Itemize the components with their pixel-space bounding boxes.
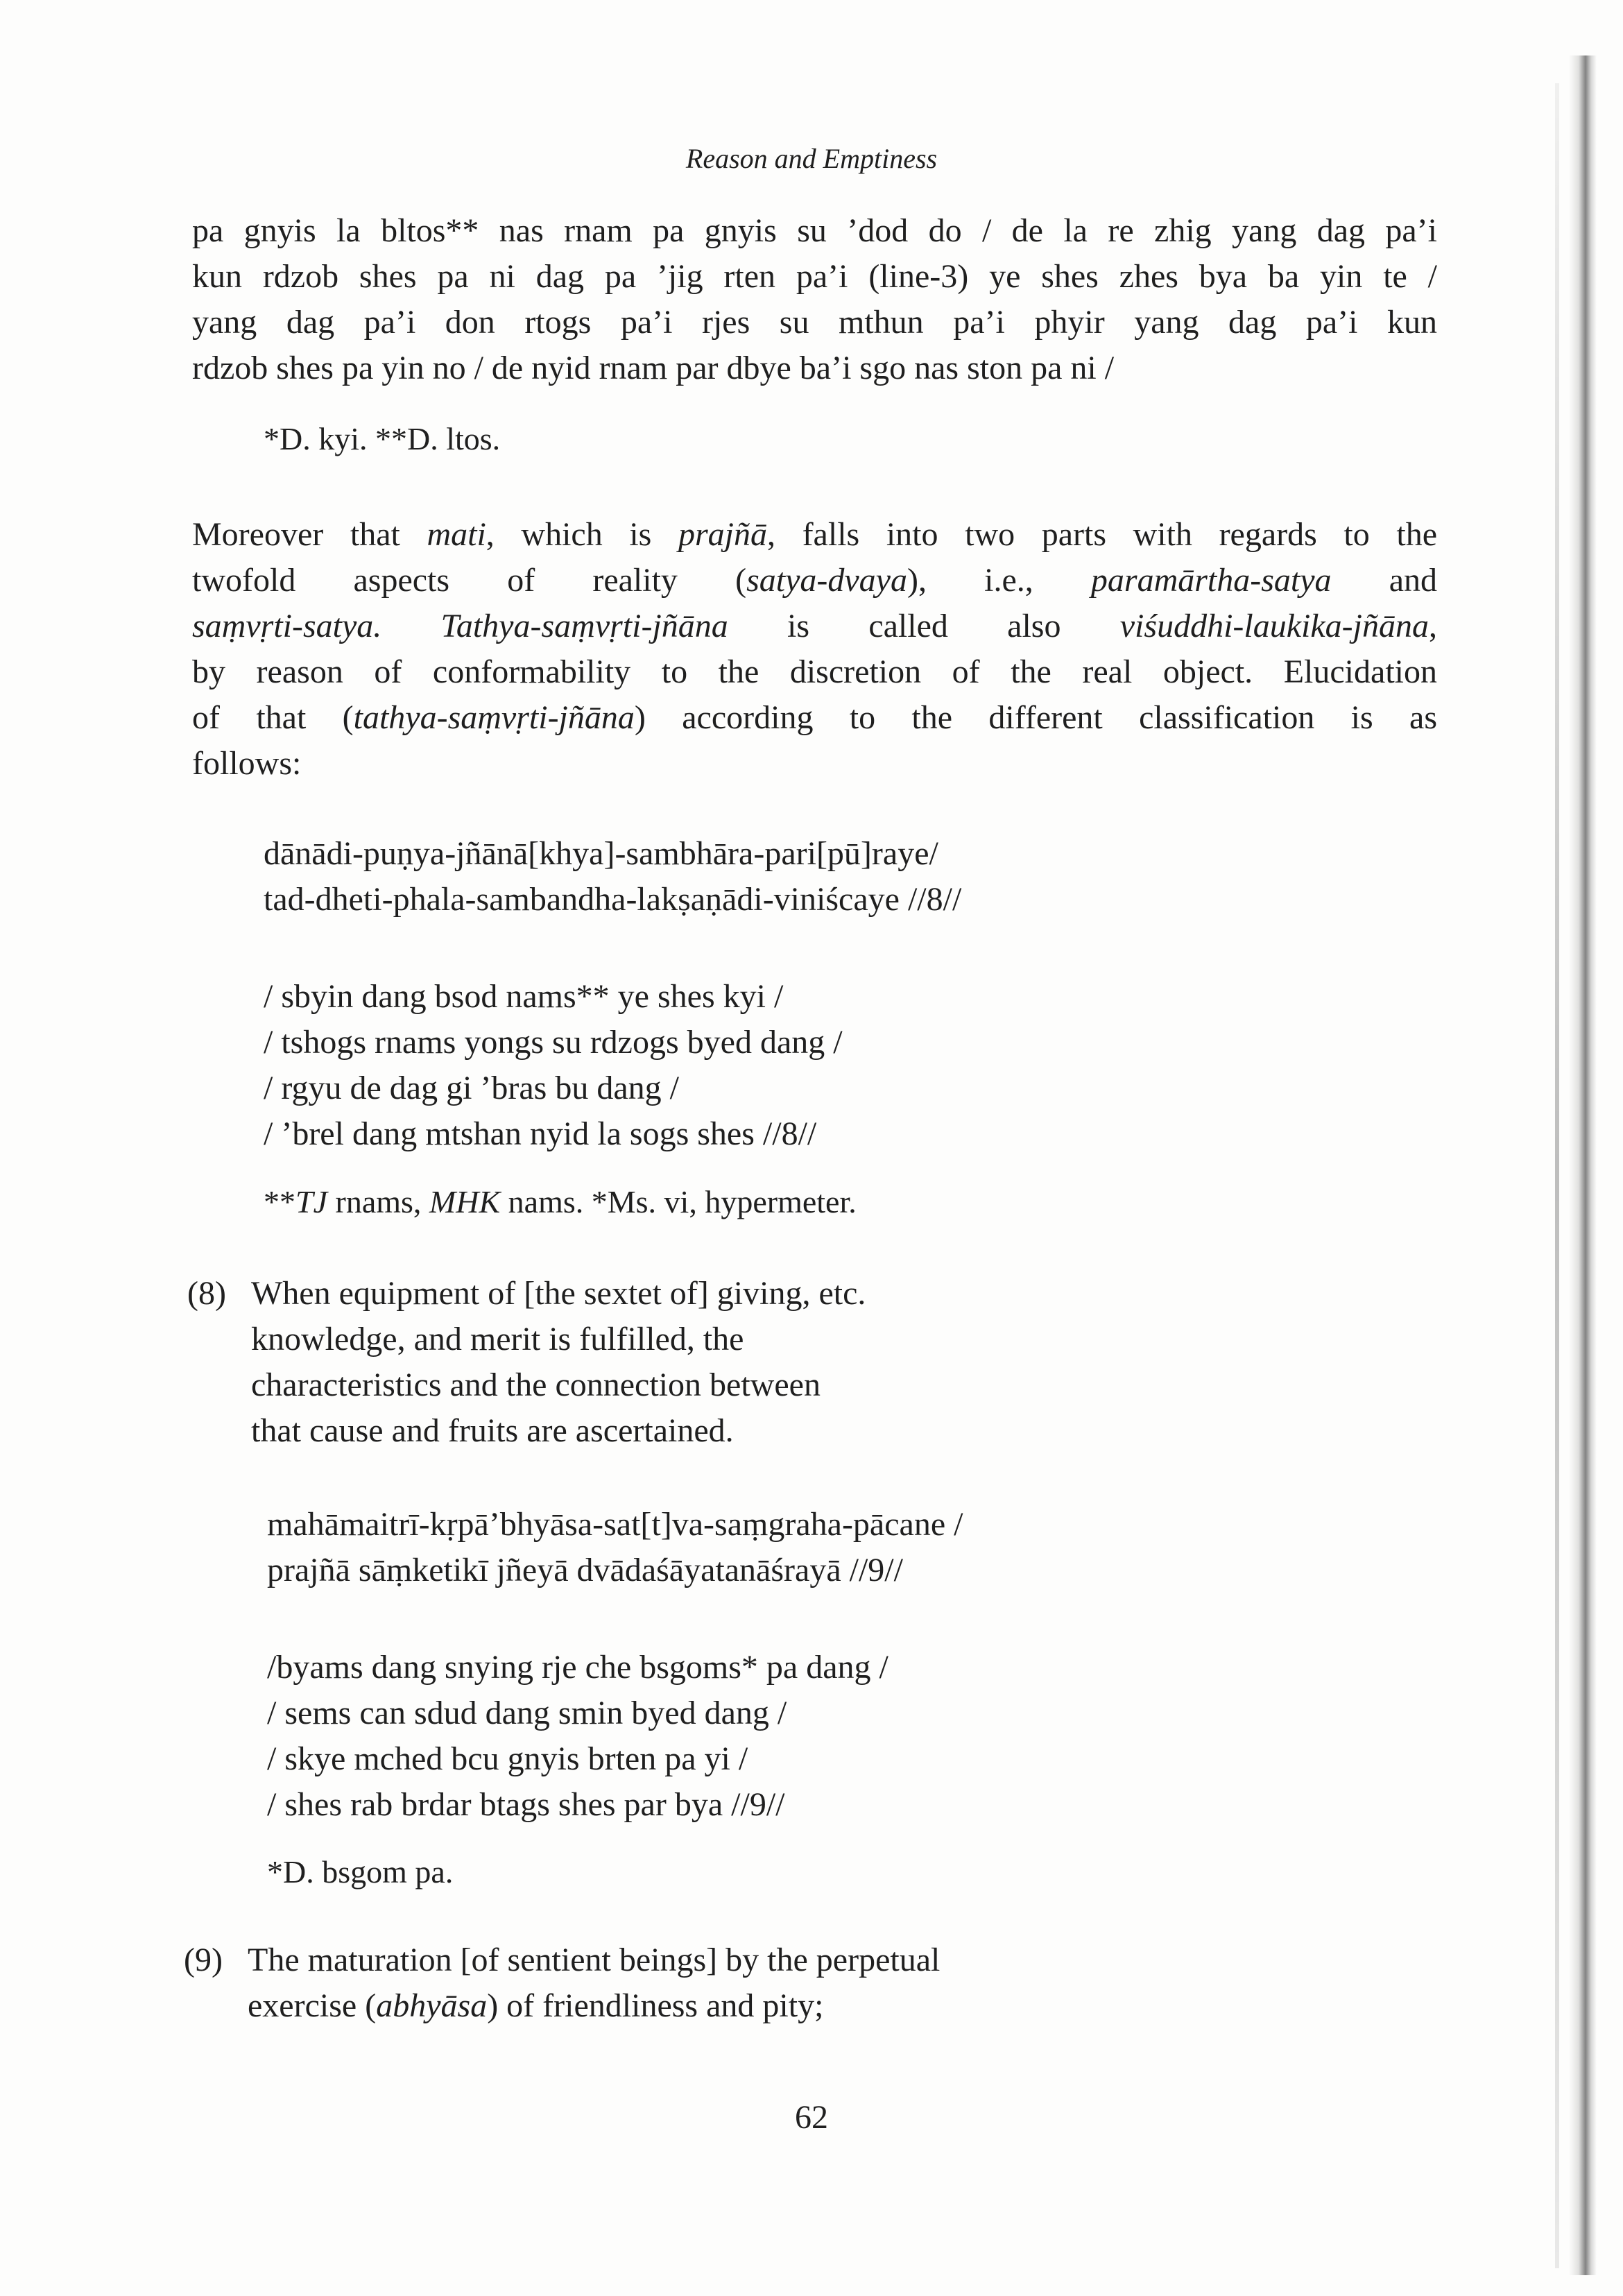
verse-line: mahāmaitrī-kṛpā’bhyāsa-sat[t]va-saṃgraha-pācane / [267, 1506, 963, 1543]
footnote: **TJ rnams, MHK nams. *Ms. vi, hypermeter. [264, 1184, 857, 1219]
footnote: *D. kyi. **D. ltos. [264, 421, 501, 456]
verse-line: / skye mched bcu gnyis brten pa yi / [267, 1740, 748, 1777]
translation-line: characteristics and the connection between [251, 1367, 821, 1403]
tibetan-prose-paragraph [192, 208, 1437, 391]
verse-number: (9) [184, 1942, 223, 1978]
text-line: of that (tathya-saṃvṛti-jñāna) according to the different classification is as [192, 699, 1437, 736]
translation-line: (8) When equipment of [the sextet of] giving, etc. [187, 1271, 866, 1317]
text-line: by reason of conformability to the discretion of the real object. Elucidation [192, 653, 1437, 690]
verse-line: tad-dheti-phala-sambandha-lakṣaṇādi-viniścaye //8// [264, 881, 962, 918]
verse-line: dānādi-puṇya-jñānā[khya]-sambhāra-pari[pū]raye/ [264, 835, 938, 872]
sanskrit-verse-9 [267, 1502, 963, 1593]
sanskrit-verse-8 [264, 831, 961, 923]
tibetan-verse-9 [267, 1645, 888, 1828]
page-number: 62 [795, 2099, 828, 2136]
verse-line: / rgyu de dag gi ’bras bu dang / [264, 1070, 679, 1106]
translation-line: knowledge, and merit is fulfilled, the [251, 1321, 744, 1357]
binding-edge [1569, 55, 1597, 2275]
running-head: Reason and Emptiness [685, 143, 938, 174]
translation-line: (9) The maturation [of sentient beings] by the perpetual [184, 1937, 940, 1983]
translation-line: that cause and fruits are ascertained. [251, 1412, 734, 1449]
verse-line: / sems can sdud dang smin byed dang / [267, 1695, 787, 1731]
text-line: follows: [192, 745, 302, 782]
text-line: saṃvṛti-satya. Tathya-saṃvṛti-jñāna is called also viśuddhi-laukika-jñāna, [192, 608, 1437, 644]
tibetan-verse-8 [264, 974, 843, 1157]
text-line: rdzob shes pa yin no / de nyid rnam par dbye ba’i sgo nas ston pa ni / [192, 350, 1115, 386]
translation-8 [187, 1271, 866, 1454]
text-line: kun rdzob shes pa ni dag pa ’jig rten pa’i (line-3) ye shes zhes bya ba yin te / [192, 258, 1437, 295]
text-line: twofold aspects of reality (satya-dvaya), i.e., paramārtha-satya and [192, 562, 1438, 599]
verse-line: /byams dang snying rje che bsgoms* pa dang / [267, 1649, 888, 1686]
translation-9 [184, 1937, 940, 2029]
text-line: yang dag pa’i don rtogs pa’i rjes su mthun pa’i phyir yang dag pa’i kun [192, 304, 1437, 341]
binding-shadow [1555, 83, 1559, 2268]
verse-line: / shes rab brdar btags shes par bya //9// [267, 1786, 785, 1823]
verse-line: / sbyin dang bsod nams** ye shes kyi / [264, 978, 784, 1015]
english-prose-paragraph [192, 512, 1437, 787]
footnote: *D. bsgom pa. [267, 1854, 454, 1890]
verse-line: / tshogs rnams yongs su rdzogs byed dang / [264, 1024, 843, 1061]
text-line: pa gnyis la bltos** nas rnam pa gnyis su ’dod do / de la re zhig yang dag pa’i [192, 212, 1437, 249]
verse-line: / ’brel dang mtshan nyid la sogs shes //8// [264, 1115, 817, 1152]
verse-line: prajñā sāṃketikī jñeyā dvādaśāyatanāśrayā //9// [267, 1552, 903, 1588]
translation-line: exercise (abhyāsa) of friendliness and pity; [248, 1987, 824, 2024]
text-line: Moreover that mati, which is prajñā, falls into two parts with regards to the [192, 516, 1438, 553]
verse-number: (8) [187, 1275, 226, 1312]
